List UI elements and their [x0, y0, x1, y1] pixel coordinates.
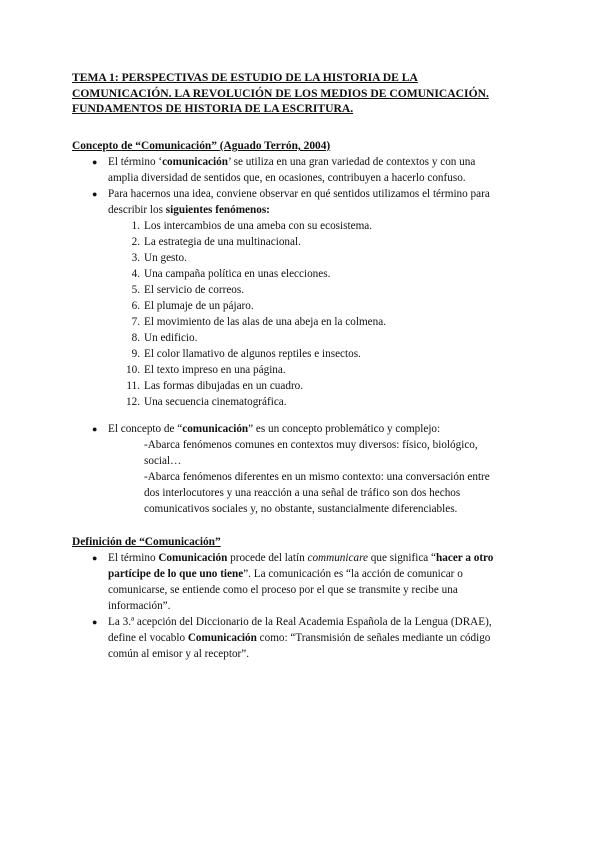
bullet-dot-icon: ●	[92, 189, 98, 199]
document-title	[72, 70, 532, 117]
sub-point-line: -Abarca fenómenos diferentes en un mismo contexto: una conversación entre	[144, 471, 490, 483]
list-item: 10. El texto impreso en una página.	[126, 364, 286, 376]
section-heading-definicion: Definición de “Comunicación”	[72, 536, 221, 548]
bullet-line: partícipe de lo que uno tiene”. La comunicación es “la acción de comunicar o	[108, 568, 463, 580]
bullet-line: información”.	[108, 600, 171, 612]
bullet-line: comunicarse, se entiende como el proceso por el que se transmite y recibe una	[108, 584, 458, 596]
bullet-dot-icon: ●	[92, 553, 98, 563]
bullet-item	[92, 550, 538, 614]
list-item: 8. Un edificio.	[131, 332, 198, 344]
bullet-line: amplia diversidad de sentidos que, en ocasiones, contribuyen a hacerlo confuso.	[108, 172, 466, 184]
bullet-line: Para hacernos una idea, conviene observar en qué sentidos utilizamos el término para	[108, 188, 490, 200]
list-item: 1. Los intercambios de una ameba con su ecosistema.	[131, 220, 373, 232]
list-item: 11. Las formas dibujadas en un cuadro.	[126, 380, 304, 392]
sub-point	[144, 469, 534, 517]
bullet-item	[92, 186, 538, 218]
title-line-3: FUNDAMENTOS DE HISTORIA DE LA ESCRITURA.	[72, 102, 354, 115]
phenomena-list	[126, 218, 524, 410]
sub-point	[144, 437, 534, 469]
list-item: 3. Un gesto.	[131, 252, 187, 264]
bullet-line: común al emisor y al receptor”.	[108, 648, 250, 660]
section-heading-concepto: Concepto de “Comunicación” (Aguado Terrón, 2004)	[72, 140, 331, 152]
sub-point-line: comunicativos sociales y, no obstante, sustancialmente diferenciables.	[144, 503, 458, 515]
list-item: 2. La estrategia de una multinacional.	[131, 236, 301, 248]
bullet-line: El concepto de “comunicación” es un concepto problemático y complejo:	[108, 423, 441, 435]
bullet-dot-icon: ●	[92, 424, 98, 434]
bullet-line: El término Comunicación procede del latín communicare que significa “hacer a otro	[108, 552, 494, 564]
bullet-line: describir los siguientes fenómenos:	[108, 204, 270, 216]
bullet-item	[92, 614, 538, 662]
sub-point-line: dos interlocutores y una reacción a una señal de tráfico son dos hechos	[144, 487, 461, 499]
list-item: 9. El color llamativo de algunos reptiles e insectos.	[131, 348, 361, 360]
bullet-line: define el vocablo Comunicación como: “Transmisión de señales mediante un código	[108, 632, 491, 644]
sub-point-line: social…	[144, 455, 182, 467]
list-item: 5. El servicio de correos.	[131, 284, 245, 296]
bullet-dot-icon: ●	[92, 617, 98, 627]
sub-point-line: -Abarca fenómenos comunes en contextos muy diversos: físico, biológico,	[144, 439, 478, 451]
title-line-1: TEMA 1: PERSPECTIVAS DE ESTUDIO DE LA HISTORIA DE LA	[72, 71, 418, 84]
bullet-line: El término ‘comunicación’ se utiliza en una gran variedad de contextos y con una	[108, 156, 476, 168]
list-item: 12. Una secuencia cinematográfica.	[126, 396, 287, 408]
bullet-item	[92, 421, 538, 437]
list-item: 7. El movimiento de las alas de una abeja en la colmena.	[131, 316, 386, 328]
list-item: 6. El plumaje de un pájaro.	[131, 300, 254, 312]
list-item: 4. Una campaña política en unas elecciones.	[131, 268, 331, 280]
bullet-item	[92, 154, 538, 186]
title-line-2: COMUNICACIÓN. LA REVOLUCIÓN DE LOS MEDIOS DE COMUNICACIÓN.	[72, 86, 489, 100]
bullet-dot-icon: ●	[92, 157, 98, 167]
bullet-line: La 3.ª acepción del Diccionario de la Real Academia Española de la Lengua (DRAE),	[108, 616, 492, 628]
